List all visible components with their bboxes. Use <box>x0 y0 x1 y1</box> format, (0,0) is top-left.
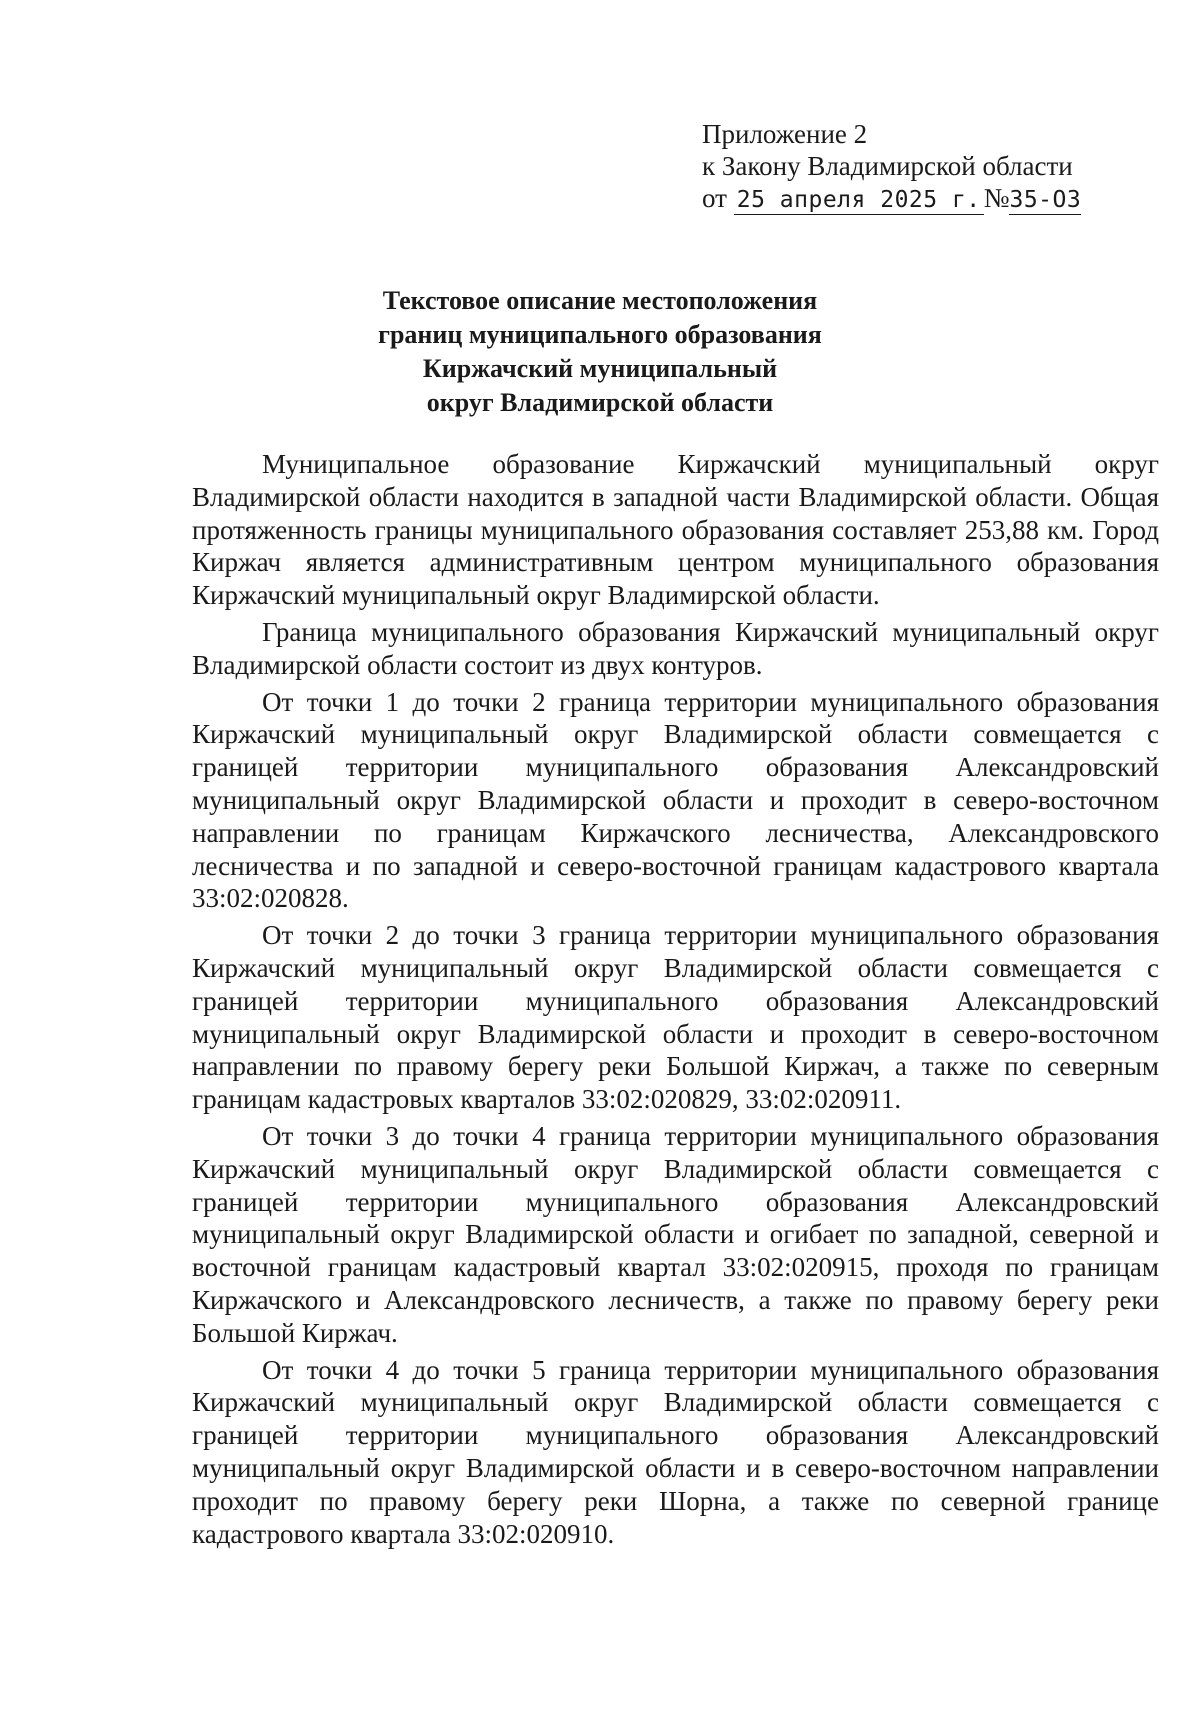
title-line-4: округ Владимирской области <box>426 388 774 417</box>
law-number: 35-ОЗ <box>1009 187 1082 213</box>
paragraph-point-4-5: От точки 4 до точки 5 граница территории муниципального образования Киржачский муниципальный округ Владимирской области совмещается с границей территории муниципального образования Александровский муниципальный округ Владимирской области и в северо-восточном направлении проходит по правому берегу реки Шорна, а также по северной границе кадастрового квартала 33:02:020910. <box>192 1354 1159 1549</box>
law-reference: к Закону Владимирской области <box>702 151 1073 181</box>
appendix-number: Приложение 2 <box>702 119 868 149</box>
paragraph-point-1-2: От точки 1 до точки 2 граница территории муниципального образования Киржачский муниципальный округ Владимирской области совмещается с границей территории муниципального образования Александровский муниципальный округ Владимирской области и проходит в северо-восточном направлении по границам Киржачского лесничества, Александровского лесничества и по западной и северо-восточной границам кадастрового квартала 33:02:020828. <box>192 686 1159 914</box>
document-body <box>192 448 1159 1550</box>
paragraph-contours: Граница муниципального образования Киржачский муниципальный округ Владимирской области состоит из двух контуров. <box>192 616 1159 680</box>
document-title <box>180 284 1020 420</box>
title-line-2: границ муниципального образования <box>378 320 822 349</box>
paragraph-point-2-3: От точки 2 до точки 3 граница территории муниципального образования Киржачский муниципальный округ Владимирской области совмещается с границей территории муниципального образования Александровский муниципальный округ Владимирской области и проходит в северо-восточном направлении по правому берегу реки Большой Киржач, а также по северным границам кадастровых кварталов 33:02:020829, 33:02:020911. <box>192 920 1159 1115</box>
appendix-header <box>702 118 1122 215</box>
from-label: от <box>702 183 727 213</box>
law-date-line <box>702 182 1122 215</box>
title-line-1: Текстовое описание местоположения <box>382 286 818 315</box>
title-line-3: Киржачский муниципальный <box>422 354 778 383</box>
paragraph-general-info: Муниципальное образование Киржачский муниципальный округ Владимирской области находится в западной части Владимирской области. Общая протяженность границы муниципального образования составляет 253,88 км. Город Киржач является административным центром муниципального образования Киржачский муниципальный округ Владимирской области. <box>192 449 1159 611</box>
paragraph-point-3-4: От точки 3 до точки 4 граница территории муниципального образования Киржачский муниципальный округ Владимирской области совмещается с границей территории муниципального образования Александровский муниципальный округ Владимирской области и огибает по западной, северной и восточной границам кадастровый квартал 33:02:020915, проходя по границам Киржачского и Александровского лесничеств, а также по правому берегу реки Большой Киржач. <box>192 1120 1159 1348</box>
law-date: 25 апреля 2025 г. <box>734 186 984 215</box>
number-label: № <box>983 183 1010 213</box>
